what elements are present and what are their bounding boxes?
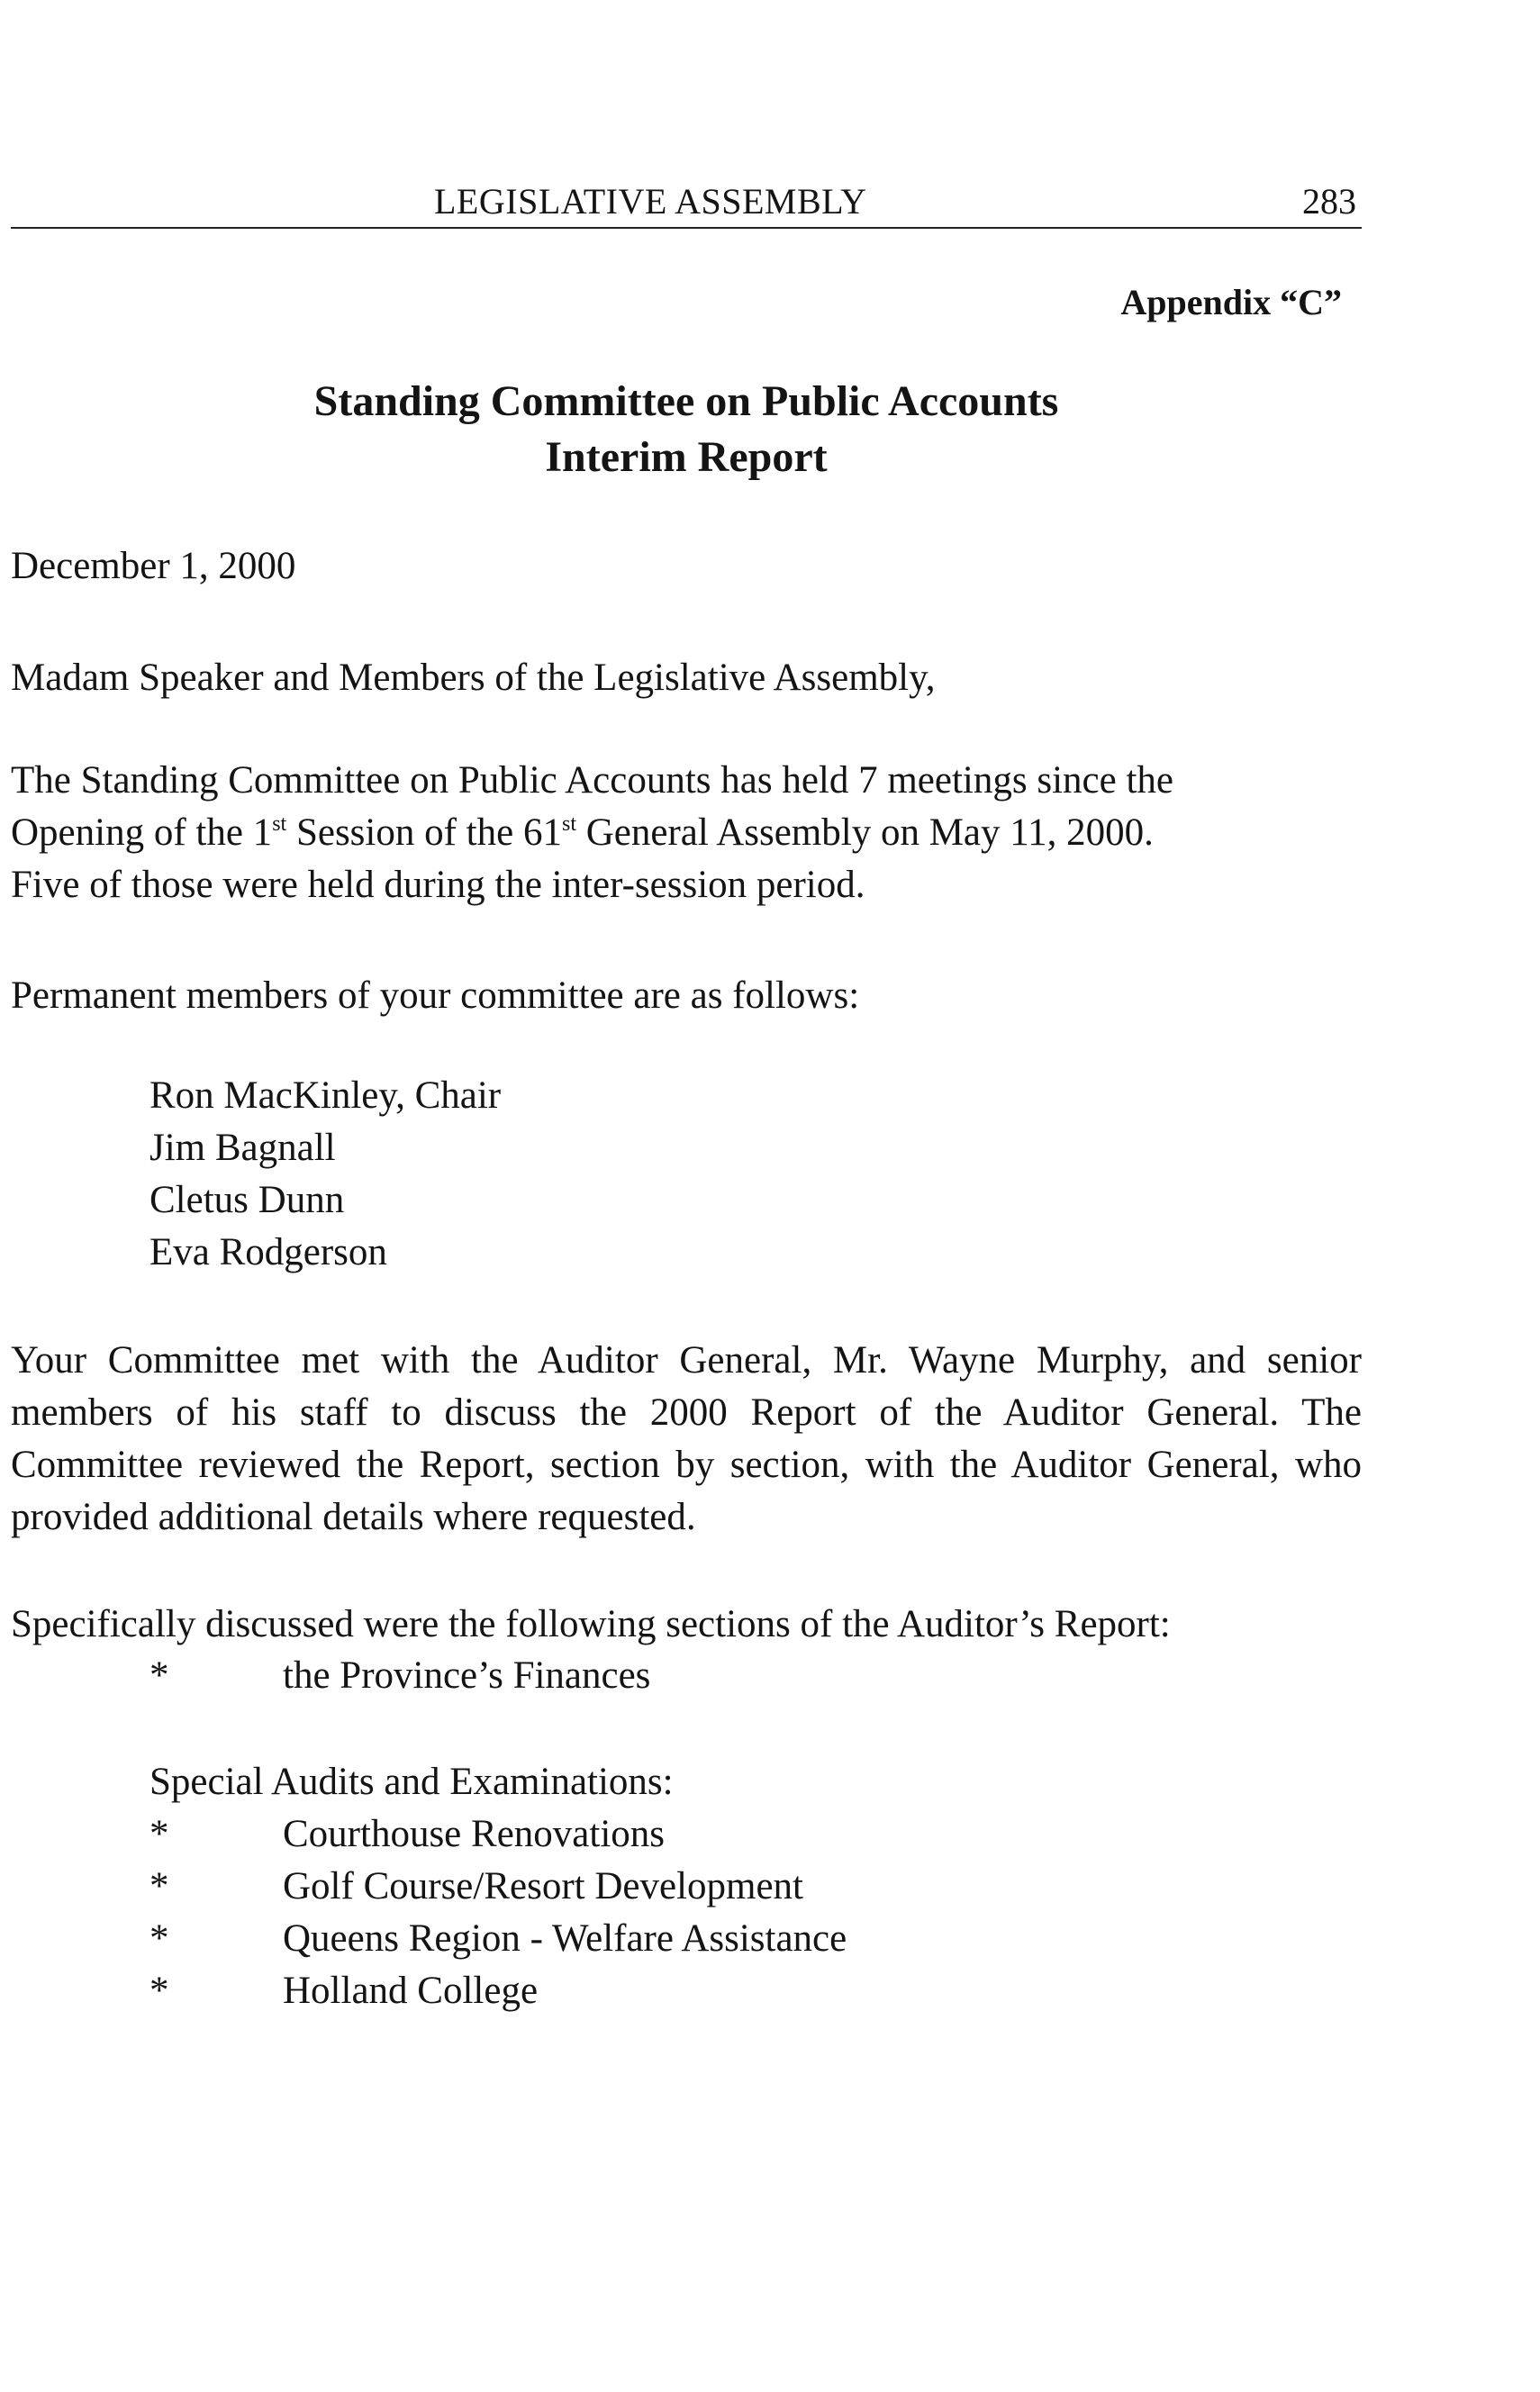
paragraph-meetings-line-2	[11, 807, 1362, 859]
paragraph-auditor-meeting: Your Committee met with the Auditor General, Mr. Wayne Murphy, and senior members of his staff to discuss the 2000 Report of the Auditor General. The Committee reviewed the Report, section by section, with the Auditor General, who provided additional details where requested.	[11, 1339, 1362, 1538]
bullet-marker: *	[149, 1865, 169, 1907]
list-item-text: Holland College	[283, 1970, 539, 2012]
report-title-line-2: Interim Report	[545, 433, 828, 481]
line2-part-c: General Assembly on May 11, 2000.	[576, 811, 1154, 854]
list-item-text: Golf Course/Resort Development	[283, 1865, 804, 1907]
running-header	[11, 177, 1362, 229]
member-item: Ron MacKinley, Chair	[149, 1074, 502, 1117]
line2-part-b: Session of the 61	[286, 811, 562, 854]
member-item: Jim Bagnall	[149, 1127, 336, 1169]
list-item-text: Queens Region - Welfare Assistance	[283, 1917, 847, 1960]
salutation: Madam Speaker and Members of the Legislative Assembly,	[11, 657, 936, 699]
members-list	[149, 1070, 501, 1279]
sections-intro: Specifically discussed were the following sections of the Auditor’s Report:	[11, 1603, 1171, 1645]
report-title	[11, 374, 1362, 485]
bullet-marker: *	[149, 1813, 169, 1855]
paragraph-meetings-line-3: Five of those were held during the inter-session period.	[11, 864, 865, 906]
bullet-marker: *	[149, 1654, 169, 1697]
report-title-line-1: Standing Committee on Public Accounts	[313, 377, 1059, 425]
report-date: December 1, 2000	[11, 545, 296, 587]
member-item: Eva Rodgerson	[149, 1231, 387, 1273]
bullet-marker: *	[149, 1917, 169, 1960]
line2-part-a: Opening of the 1	[11, 811, 273, 854]
paragraph-meetings	[11, 755, 1362, 911]
list-item-text: Courthouse Renovations	[283, 1813, 665, 1855]
bullet-marker: *	[149, 1970, 169, 2012]
ordinal-suffix-1: st	[272, 812, 287, 836]
members-intro: Permanent members of your committee are as follows:	[11, 974, 860, 1017]
member-item: Cletus Dunn	[149, 1179, 345, 1221]
page-number: 283	[1302, 181, 1356, 222]
list-item-text: the Province’s Finances	[283, 1654, 651, 1697]
ordinal-suffix-2: st	[561, 812, 576, 836]
header-title: LEGISLATIVE ASSEMBLY	[434, 181, 867, 222]
special-audits-heading: Special Audits and Examinations:	[149, 1761, 674, 1803]
appendix-label: Appendix “C”	[1120, 282, 1342, 322]
paragraph-meetings-line-1: The Standing Committee on Public Accounts has held 7 meetings since the	[11, 759, 1173, 802]
